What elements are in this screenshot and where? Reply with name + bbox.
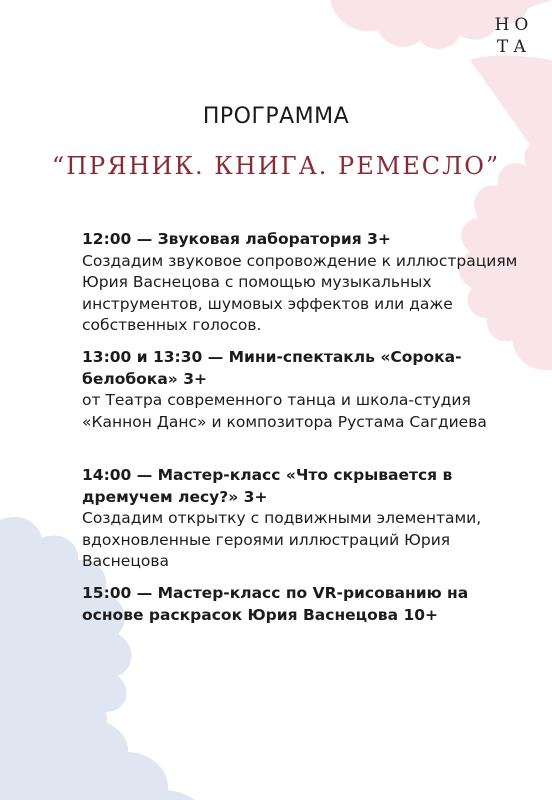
logo-line-1: НО [494,15,534,35]
program-subtitle: “ПРЯНИК. КНИГА. РЕМЕСЛО” [51,152,501,180]
event-description: Создадим звуковое сопровождение к иллюстрациям Юрия Васнецова с помощью музыкальных инструментов, шумовых эффектов или даже собственных голосов. [82,251,518,334]
nota-logo [494,14,534,58]
event-item [82,465,522,573]
event-title: 13:00 и 13:30 — Мини-спектакль «Сорока-белобока» 3+ [82,348,462,388]
event-description: от Театра современного танца и школа-студия «Каннон Данс» и композитора Рустама Сагдиева [82,391,487,431]
event-title: 14:00 — Мастер-класс «Что скрывается в дремучем лесу?» 3+ [82,466,453,506]
event-title: 12:00 — Звуковая лаборатория 3+ [82,230,391,248]
page-heading: ПРОГРАММА [202,104,350,129]
logo-line-2: ТА [496,37,532,57]
event-description: Создадим открытку с подвижными элементами, вдохновленные героями иллюстраций Юрия Васнецова [82,509,482,570]
event-item [82,583,522,626]
event-item [82,229,522,337]
event-title: 15:00 — Мастер-класс по VR-рисованию на основе раскрасок Юрия Васнецова 10+ [82,584,469,624]
event-item [82,347,522,433]
